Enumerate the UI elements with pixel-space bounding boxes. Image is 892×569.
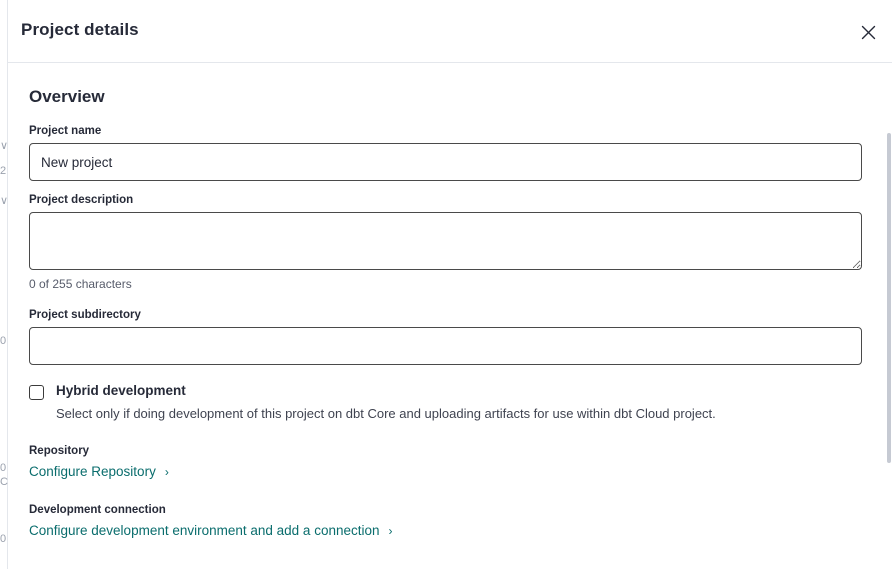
sliver-line-0: ∨: [0, 140, 8, 152]
field-project-description: [29, 194, 862, 291]
page-title: Project details: [21, 20, 139, 39]
configure-repository-link-label: Configure Repository: [29, 464, 156, 479]
modal-header: [8, 0, 892, 63]
sliver-line-3: 0: [0, 335, 7, 347]
modal-body: [8, 63, 892, 568]
field-project-subdirectory: [29, 309, 862, 365]
sliver-line-4: C: [0, 476, 8, 488]
project-subdirectory-input[interactable]: [29, 327, 862, 365]
development-connection-block: [29, 504, 862, 540]
modal-scrollbar-thumb[interactable]: [887, 133, 891, 463]
hybrid-development-label: Hybrid development: [56, 383, 186, 398]
project-subdirectory-label: Project subdirectory: [29, 309, 141, 321]
project-details-modal: [8, 0, 892, 569]
close-button[interactable]: [853, 17, 883, 47]
hybrid-development-checkbox[interactable]: [29, 385, 44, 400]
configure-development-connection-link[interactable]: [29, 523, 393, 538]
configure-repository-link[interactable]: [29, 464, 169, 479]
project-description-textarea[interactable]: [29, 212, 862, 270]
chevron-right-icon: ›: [164, 464, 169, 479]
hybrid-development-row[interactable]: [29, 383, 862, 422]
sliver-line-2: ∨: [0, 195, 8, 207]
project-name-input[interactable]: [29, 143, 862, 181]
sliver-line-5: 0: [0, 462, 7, 474]
overview-form: [29, 125, 862, 540]
hybrid-development-text: [56, 383, 716, 422]
sliver-line-1: 2: [0, 165, 7, 177]
close-icon: [860, 24, 877, 41]
sliver-line-6: 0: [0, 533, 7, 545]
hybrid-development-description: Select only if doing development of this project on dbt Core and uploading artifacts for use within dbt Cloud project.: [56, 406, 716, 421]
configure-development-connection-link-label: Configure development environment and add a connection: [29, 523, 380, 538]
background-page-sliver: [0, 0, 8, 569]
field-project-name: [29, 125, 862, 181]
project-name-label: Project name: [29, 125, 102, 137]
project-description-char-count: 0 of 255 characters: [29, 277, 132, 291]
development-connection-label: Development connection: [29, 504, 166, 516]
project-description-label: Project description: [29, 194, 134, 206]
section-heading-overview: Overview: [29, 87, 105, 106]
repository-label: Repository: [29, 445, 90, 457]
repository-block: [29, 445, 862, 481]
chevron-right-icon: ›: [388, 523, 393, 538]
